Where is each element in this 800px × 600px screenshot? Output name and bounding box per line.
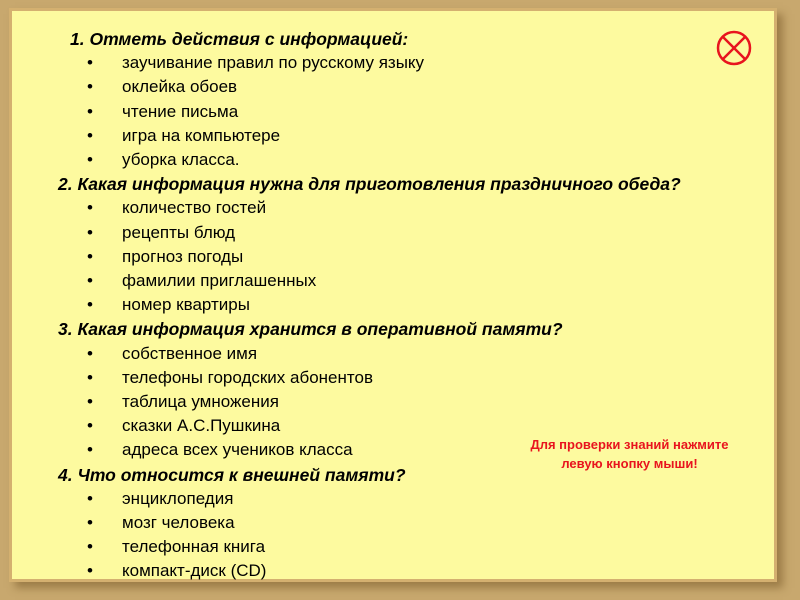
answer-option-label: прогноз погоды: [122, 246, 244, 266]
bullet-icon: •: [87, 513, 93, 532]
bullet-icon: •: [87, 271, 93, 290]
bullet-icon: •: [87, 125, 93, 145]
close-button[interactable]: [715, 29, 753, 67]
answer-option-label: заучивание правил по русскому языку: [122, 53, 425, 73]
answer-option-label: таблица умножения: [122, 392, 279, 411]
hint-line-1: Для проверки знаний нажмите: [530, 437, 729, 452]
answer-option-label: оклейка обоев: [122, 77, 238, 97]
answer-option-label: сказки А.С.Пушкина: [122, 416, 281, 436]
answer-option-label: фамилии приглашенных: [122, 271, 317, 290]
answer-option-label: энциклопедия: [122, 488, 234, 508]
bullet-icon: •: [87, 537, 93, 557]
question-title-4: 4. Что относится к внешней памяти?: [58, 464, 406, 485]
question-title-3: 3. Какая информация хранится в оперативной памяти?: [58, 319, 563, 340]
answer-option-label: адреса всех учеников класса: [122, 440, 353, 460]
bullet-icon: •: [87, 295, 93, 315]
bullet-icon: •: [87, 367, 93, 387]
answer-option-label: номер квартиры: [122, 295, 250, 315]
close-circle-x-icon: [715, 29, 753, 67]
bullet-icon: •: [87, 246, 93, 266]
bullet-icon: •: [87, 198, 93, 218]
answer-option-label: телефоны городских абонентов: [122, 367, 373, 387]
question-title-1: 1. Отметь действия с информацией:: [70, 29, 409, 49]
answer-option-label: собственное имя: [122, 343, 258, 363]
bullet-icon: •: [87, 222, 93, 242]
answer-option-label: телефонная книга: [122, 537, 266, 557]
hint-text: [502, 435, 757, 473]
answer-option-label: компакт-диск (CD): [122, 561, 267, 581]
answer-option-label: чтение письма: [122, 101, 239, 121]
bullet-icon: •: [87, 392, 93, 411]
hint-line-2: левую кнопку мыши!: [561, 456, 698, 471]
slide: [9, 8, 777, 582]
bullet-icon: •: [87, 416, 93, 436]
bullet-icon: •: [87, 53, 93, 73]
answer-option-label: рецепты блюд: [122, 222, 236, 242]
bullet-icon: •: [87, 150, 93, 169]
bullet-icon: •: [87, 77, 93, 97]
bullet-icon: •: [87, 488, 93, 508]
quiz-content: [12, 11, 774, 579]
bullet-icon: •: [87, 101, 93, 121]
answer-option-label: количество гостей: [122, 198, 267, 218]
bullet-icon: •: [87, 440, 93, 460]
answer-option-label: мозг человека: [122, 513, 235, 532]
question-title-2: 2. Какая информация нужна для приготовления праздничного обеда?: [58, 174, 681, 195]
bullet-icon: •: [87, 561, 93, 581]
bullet-icon: •: [87, 343, 93, 363]
answer-option-label: игра на компьютере: [122, 125, 281, 145]
answer-option-label: уборка класса.: [122, 150, 240, 169]
